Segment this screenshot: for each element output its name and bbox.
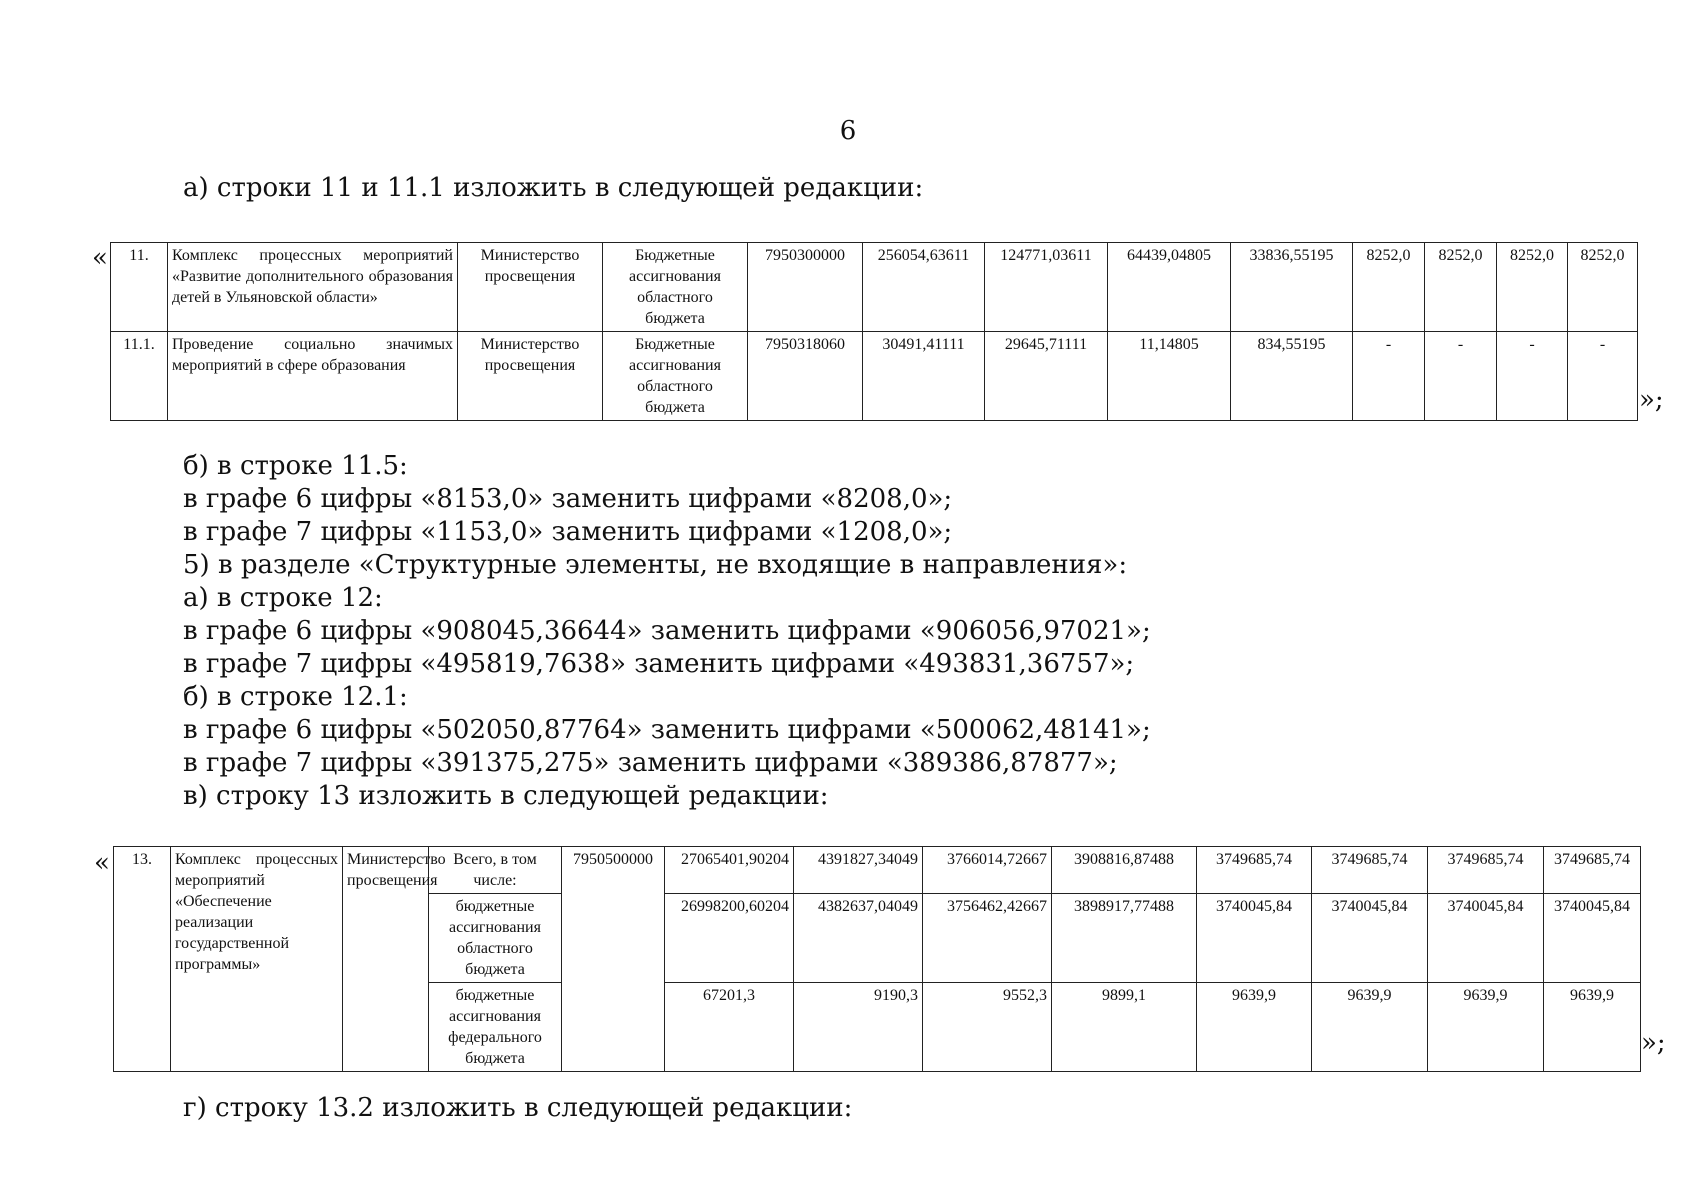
row-funding-source: бюджетные ассигнования областного бюджета <box>429 894 562 983</box>
row-value: - <box>1497 332 1568 421</box>
row-value: 11,14805 <box>1108 332 1231 421</box>
table-rows-11 <box>110 242 1638 421</box>
row-value: 124771,03611 <box>985 243 1108 332</box>
body-text <box>183 450 1151 813</box>
body-line: а) в строке 12: <box>183 583 383 613</box>
row-value: 3756462,42667 <box>923 894 1052 983</box>
row-number: 11. <box>111 243 168 332</box>
heading-a: а) строки 11 и 11.1 изложить в следующей редакции: <box>183 173 924 203</box>
row-funding-source: бюджетные ассигнования федерального бюджета <box>429 983 562 1072</box>
row-value-total: 67201,3 <box>665 983 794 1072</box>
row-funding-source: Бюджетные ассигнования областного бюджета <box>603 243 748 332</box>
table-row-13 <box>113 846 1641 1072</box>
row-value: 8252,0 <box>1568 243 1638 332</box>
table2-close-quote: »; <box>1641 1028 1666 1058</box>
row-value: 9639,9 <box>1312 983 1428 1072</box>
body-line: в графе 6 цифры «908045,36644» заменить цифрами «906056,97021»; <box>183 616 1151 646</box>
row-value: 834,55195 <box>1231 332 1353 421</box>
row-value: 3740045,84 <box>1428 894 1544 983</box>
body-line: в графе 6 цифры «502050,87764» заменить цифрами «500062,48141»; <box>183 715 1151 745</box>
table-row <box>114 847 1641 894</box>
row-value: 9639,9 <box>1197 983 1312 1072</box>
row-value: 64439,04805 <box>1108 243 1231 332</box>
heading-g: г) строку 13.2 изложить в следующей редакции: <box>183 1093 853 1123</box>
row-value: 4382637,04049 <box>794 894 923 983</box>
row-value: 9639,9 <box>1428 983 1544 1072</box>
row-value: 33836,55195 <box>1231 243 1353 332</box>
row-code: 7950500000 <box>562 847 665 1072</box>
row-value: 8252,0 <box>1497 243 1568 332</box>
row-value: 3749685,74 <box>1197 847 1312 894</box>
row-code: 7950300000 <box>748 243 863 332</box>
row-value-total: 27065401,90204 <box>665 847 794 894</box>
row-executor: Министерство просвещения <box>458 243 603 332</box>
row-value: - <box>1568 332 1638 421</box>
table-row <box>111 243 1638 332</box>
body-line: в графе 7 цифры «495819,7638» заменить цифрами «493831,36757»; <box>183 649 1135 679</box>
table2-open-quote: « <box>94 848 110 878</box>
row-value: 3740045,84 <box>1197 894 1312 983</box>
row-number: 11.1. <box>111 332 168 421</box>
row-value: 3908816,87488 <box>1052 847 1197 894</box>
row-value: 4391827,34049 <box>794 847 923 894</box>
row-value: 9190,3 <box>794 983 923 1072</box>
row-value: 3749685,74 <box>1428 847 1544 894</box>
body-line: в графе 6 цифры «8153,0» заменить цифрами «8208,0»; <box>183 484 953 514</box>
body-line: в графе 7 цифры «391375,275» заменить цифрами «389386,87877»; <box>183 748 1118 778</box>
row-value-total: 30491,41111 <box>863 332 985 421</box>
row-value: 9899,1 <box>1052 983 1197 1072</box>
row-executor: Министерство просвещения <box>458 332 603 421</box>
row-value: 3740045,84 <box>1312 894 1428 983</box>
row-value-total: 256054,63611 <box>863 243 985 332</box>
table1-open-quote: « <box>92 243 108 273</box>
page-number: 6 <box>839 116 857 146</box>
row-funding-source: Бюджетные ассигнования областного бюджета <box>603 332 748 421</box>
row-value: 8252,0 <box>1353 243 1425 332</box>
table1-close-quote: »; <box>1639 385 1664 415</box>
row-name: Комплекс процессных мероприятий «Развитие дополнительного образования детей в Ульяновской области» <box>168 243 458 332</box>
row-value: 3766014,72667 <box>923 847 1052 894</box>
body-line: б) в строке 12.1: <box>183 682 408 712</box>
table-row <box>111 332 1638 421</box>
body-line: б) в строке 11.5: <box>183 451 408 481</box>
row-value: 3749685,74 <box>1544 847 1641 894</box>
row-value: 3898917,77488 <box>1052 894 1197 983</box>
row-value: 3749685,74 <box>1312 847 1428 894</box>
body-line: в графе 7 цифры «1153,0» заменить цифрами «1208,0»; <box>183 517 953 547</box>
row-value-total: 26998200,60204 <box>665 894 794 983</box>
row-value: - <box>1425 332 1497 421</box>
row-name: Комплекс процессных мероприятий «Обеспечение реализации государственной программы» <box>171 847 343 1072</box>
body-line: в) строку 13 изложить в следующей редакции: <box>183 781 829 811</box>
row-value: 9552,3 <box>923 983 1052 1072</box>
row-funding-source: Всего, в том числе: <box>429 847 562 894</box>
row-code: 7950318060 <box>748 332 863 421</box>
body-line: 5) в разделе «Структурные элементы, не входящие в направления»: <box>183 550 1128 580</box>
row-value: 29645,71111 <box>985 332 1108 421</box>
row-value: - <box>1353 332 1425 421</box>
row-name: Проведение социально значимых мероприятий в сфере образования <box>168 332 458 421</box>
row-value: 8252,0 <box>1425 243 1497 332</box>
row-value: 3740045,84 <box>1544 894 1641 983</box>
row-number: 13. <box>114 847 171 1072</box>
row-value: 9639,9 <box>1544 983 1641 1072</box>
row-executor: Министерство просвещения <box>343 847 429 1072</box>
